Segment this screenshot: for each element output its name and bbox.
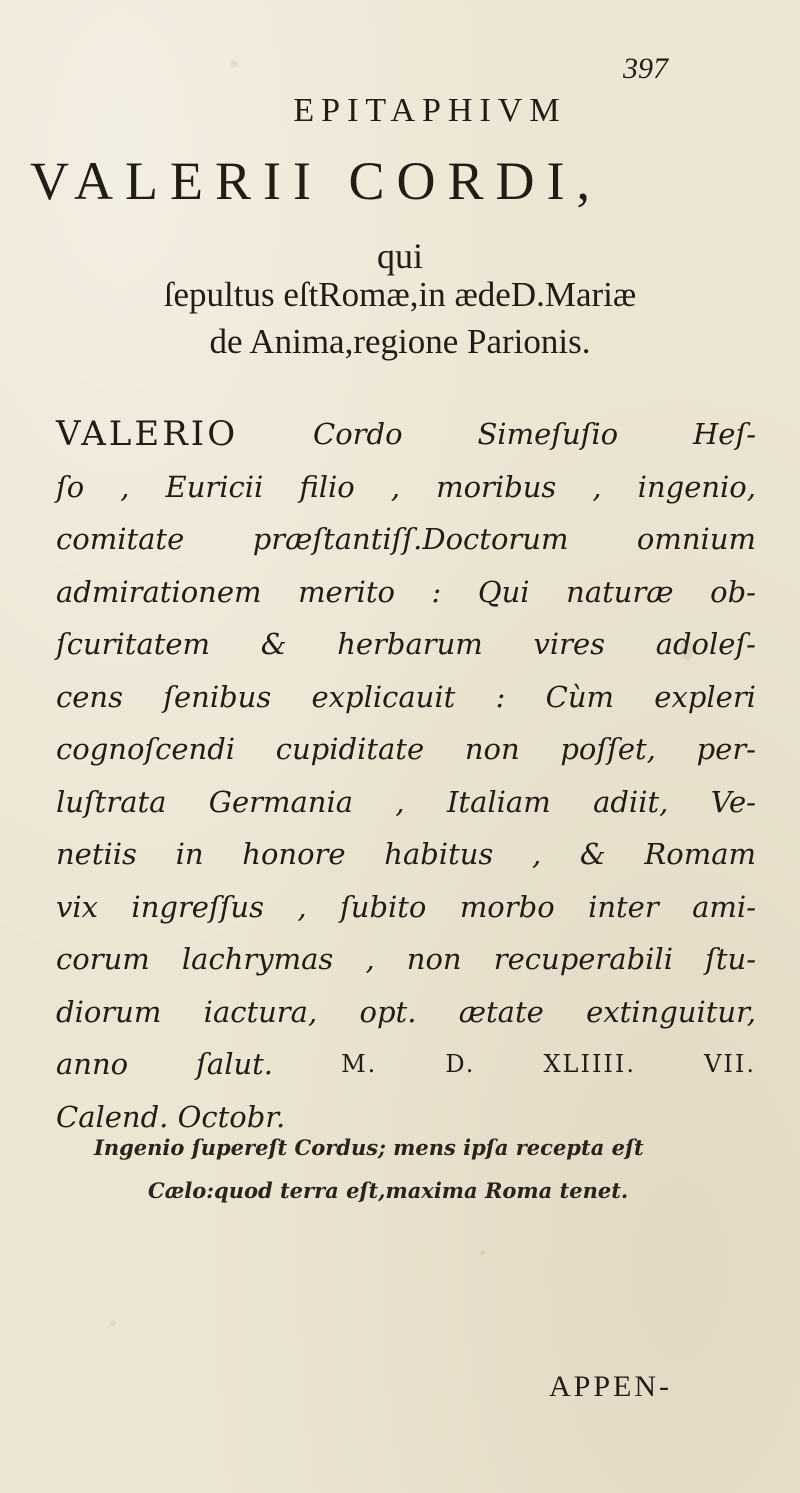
word: Qui [477,574,530,609]
body-line-11 [56,933,756,986]
heading-qui: qui [376,236,423,276]
word: moribus [436,469,557,504]
word: VALERIO [56,414,239,454]
word: anno [56,1047,129,1081]
word: honore [242,837,346,871]
word: , [592,469,602,504]
word: D. [445,1050,476,1078]
body-line-10 [56,881,756,934]
body-line-3 [56,513,756,566]
word: habitus [384,837,494,871]
page-number: 397 [623,52,668,85]
epitaph-heading: EPITAPHIVM [293,92,567,129]
word: herbarum [337,627,483,661]
burial-place-line-1: ſepultus eſtRomæ,in ædeD.Mariæ [163,275,637,314]
word: omnium [636,522,756,556]
word: Cordo [313,417,403,451]
word: cognoſcendi [56,732,236,766]
word: recuperabili [493,942,673,976]
verse-line-2: Cælo:quod terra eſt,maxima Roma tenet. [148,1178,629,1203]
word: VII. [704,1050,756,1078]
verse-line-1: Ingenio ſupereſt Cordus; mens ipſa recepta eſt [94,1135,644,1160]
word: : [431,574,442,609]
word: Italiam [446,784,551,819]
body-line-13 [56,1038,756,1091]
word: naturæ [566,574,674,609]
word: Germania [208,784,354,819]
body-line-12 [56,986,756,1039]
word: ſenibus [163,679,272,714]
word: luſtrata [56,784,167,819]
word: & [579,837,606,871]
word: vix [56,889,99,924]
word: netiis [56,837,137,871]
body-line-2 [56,461,756,514]
word: Heſ- [693,417,756,451]
body-line-7 [56,723,756,776]
word: , [120,469,130,504]
date-line: Calend. Octobr. [56,1099,286,1134]
word: : [495,679,506,714]
word: adiit, [593,784,669,819]
word: ſalut. [196,1047,274,1081]
word: per- [696,732,756,766]
word: , [390,469,401,504]
word: adoleſ- [655,627,756,661]
epitaph-body [56,408,756,1143]
catchword: APPEN- [548,1370,672,1403]
word: XLIIII. [543,1050,637,1078]
word: , [365,942,375,976]
word: filio [299,469,355,504]
body-line-9 [56,828,756,881]
word: cens [56,679,123,714]
word: inter [588,889,659,924]
word: lachrymas [181,942,334,976]
word: opt. [359,994,417,1029]
word: , [297,889,307,924]
word: poſſet, [560,732,656,766]
word: expleri [654,679,756,714]
word: vires [533,627,606,661]
word: præſtantiſſ.Doctorum [252,522,569,556]
word: iactura, [203,994,318,1029]
word: non [464,732,520,766]
body-line-5 [56,618,756,671]
word: ſtu- [705,942,756,976]
word: non [406,942,462,976]
word: corum [56,942,150,976]
word: merito [298,574,395,609]
word: Euricii [165,469,264,504]
word: Cùm [545,679,615,714]
word: , [395,784,405,819]
word: cupiditate [275,732,425,766]
word: extinguitur, [586,994,756,1029]
word: ami- [692,889,756,924]
body-line-4 [56,566,756,619]
word: explicauit [311,679,456,714]
word: ingreſſus [131,889,264,924]
word: ætate [458,994,544,1029]
word: Simeſuſio [477,417,619,451]
word: , [531,837,542,871]
word: morbo [459,889,555,924]
word: ſo [56,469,85,504]
word: in [175,837,204,871]
word: comitate [56,522,185,556]
word: ob- [710,574,756,609]
body-line-1 [56,408,756,461]
word: diorum [56,994,162,1029]
word: M. [341,1050,378,1078]
word: Ve- [710,784,756,819]
body-line-8 [56,776,756,829]
word: ingenio, [637,469,756,504]
body-line-6 [56,671,756,724]
word: Romam [644,837,756,871]
word: ſcuritatem [56,627,211,661]
word: admirationem [56,574,262,609]
word: ſubito [340,889,427,924]
burial-place-line-2: de Anima,regione Parionis. [209,322,591,361]
word: & [260,627,287,661]
epitaph-subject-name: VALERII CORDI, [30,151,602,211]
